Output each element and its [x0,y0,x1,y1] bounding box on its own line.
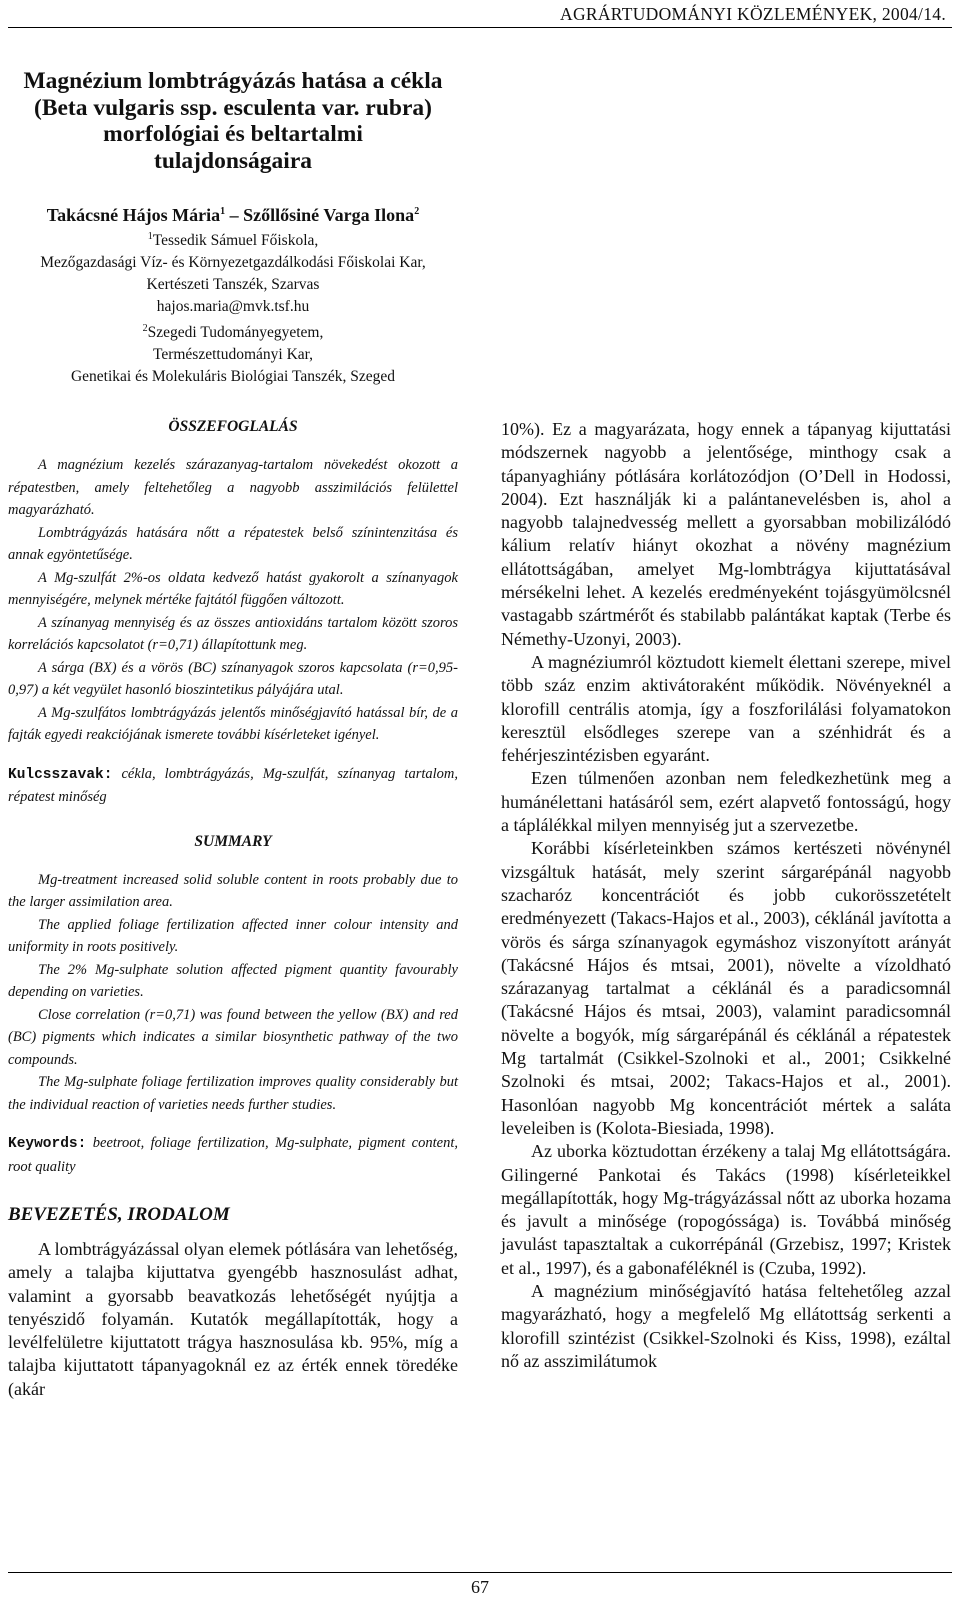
right-column [501,418,951,1373]
abstract-paragraph: A magnézium kezelés szárazanyag-tartalom növekedést okozott a répatestben, amely feltehetőleg a nagyobb asszimilációs felülettel magyarázható. [8,457,458,518]
page-number: 67 [471,1577,489,1597]
body-paragraph: A lombtrágyázással olyan elemek pótlására van lehetőség, amely a talajba kijuttatva gyengébb hasznosulást adhat, valamint a gyorsabb beavatkozás lehetőségét nyújtja a tenyészidő folyamán. Kutatók megállapították, hogy a levélfelületre kijuttatott trágya hasznosulása kb. 95%, míg a talajba kijuttatott tápanyagoknál ez az érték ennek töredéke (akár [8,1239,458,1399]
keywords-label: Keywords: [8,1136,87,1152]
summary-paragraph: Mg-treatment increased solid soluble content in roots probably due to the larger assimilation area. [8,871,458,910]
keywords-text: beetroot, foliage fertilization, Mg-sulphate, pigment content, root quality [8,1135,458,1175]
body-paragraph: Korábbi kísérleteinkben számos kertészeti növénynél vizsgáltuk hatását, mely szerint sárgarépánál nagyobb szacharóz koncentrációt és jobb cukorösszetételt eredményezett (Takacs-Hajos et al., 2003), céklánál javította a vörös és sárga színanyagok egymáshoz viszonyított arányát (Takácsné Hájos és mtsai, 2001), növelte a vízoldható szárazanyag tartalmat a céklánál és a paradicsomnál (Takácsné Hájos és mtsai, 2003), valamint paradicsomnál növelte a bogyók, míg sárgarépánál és céklánál a répatestek Mg tartalmát (Csikkel-Szolnoki et al., 2001; Csikkelné Szolnoki és mtsai, 2002; Takacs-Hajos et al., 2001). Hasonlóan nagyobb Mg koncentrációt mértek a saláta leveleiben is (Kolota-Biesiada, 1998). [501,838,951,1138]
body-paragraph: A magnézium minőségjavító hatása feltehetőleg azzal magyarázható, hogy a megfelelő Mg ellátottság serkenti a klorofill szintézist (Csikkel-Szolnoki és Kiss, 1998), ezáltal nő az asszimilátumok [501,1280,951,1371]
author-email: hajos.maria@mvk.tsf.hu [156,298,310,316]
abstract-paragraph: A sárga (BX) és a vörös (BC) színanyagok szoros kapcsolata (r=0,95-0,97) a két vegyület hasonló bioszintetikus pályájára utal. [8,659,458,698]
affiliation-line: Természettudományi Kar, [152,346,314,364]
abstract-en-heading: SUMMARY [194,832,272,850]
body-paragraph: Az uborka köztudottan érzékeny a talaj Mg ellátottságára. Gilingerné Pankotai és Takács (1998) kísérleteikkel megállapították, hogy Mg-trágyázással nőtt az uborka hozama és javult a minősége (ropogóssága) is. Továbbá minőség javulást tapasztaltak a cukorrépánál (Grzebisz, 1997; Kristek et al., 1997), és a gabonaféléknél is (Czuba, 1992). [501,1141,951,1278]
affiliation-mark: 2 [142,323,148,335]
affiliation-line: Kertészeti Tanszék, Szarvas [146,276,320,294]
keywords-en [8,1132,458,1178]
author-affiliation-mark: 2 [414,206,420,217]
header-rule [8,27,952,28]
summary-paragraph: Close correlation (r=0,71) was found between the yellow (BX) and red (BC) pigments which indicates a similar biosynthetic pathway of the two compounds. [8,1006,458,1068]
affiliation-line: Mezőgazdasági Víz- és Környezetgazdálkodási Főiskolai Kar, [40,254,426,272]
keywords-hu [8,763,458,809]
left-column [8,418,458,1401]
summary-paragraph: The 2% Mg-sulphate solution affected pigment quantity favourably depending on varieties. [8,961,458,1000]
abstract-paragraph: A Mg-szulfát 2%-os oldata kedvező hatást gyakorolt a színanyagok mennyiségére, melynek mértéke fajtától függően változott. [8,569,458,608]
summary-paragraph: The Mg-sulphate foliage fertilization improves quality considerably but the individual reaction of varieties needs further studies. [8,1074,458,1113]
author-list [8,201,458,226]
journal-name: AGRÁRTUDOMÁNYI KÖZLEMÉNYEK, 2004/14. [560,4,946,24]
affiliation-line: Szegedi Tudományegyetem, [147,324,324,342]
affiliation-1 [8,226,458,318]
abstract-paragraph: A színanyag mennyiség és az összes antioxidáns tartalom között szoros korrelációs kapcsolatot (r=0,71) állapítottunk meg. [8,614,458,653]
keywords-label: Kulcsszavak: [8,766,113,783]
affiliation-2 [8,318,458,388]
title-block [8,68,458,388]
body-paragraph: Ezen túlmenően azonban nem feledkezhetünk meg a humánélettani hatásáról sem, ezért alapvető fontosságú, hogy a táplálékkal milyen mennyiség jut a szervezetbe. [501,768,951,836]
affiliation-line: Genetikai és Molekuláris Biológiai Tanszék, Szeged [70,368,396,386]
title-line: Magnézium lombtrágyázás hatása a cékla [23,68,443,94]
paper-title [8,68,458,174]
body-paragraph: A magnéziumról köztudott kiemelt élettani szerepe, mivel több száz enzim aktivátoraként működik. Növényeknél a klorofill centrális atomja, így a foszforilálási folyamatokon keresztül elsődleges szerepe van a szénhidrát és a fehérjeszintézisben egyaránt. [501,651,951,766]
title-line: tulajdonságaira [154,147,312,174]
summary-paragraph: The applied foliage fertilization affected inner colour intensity and uniformity in roots positively. [8,916,458,955]
running-header [0,0,960,30]
author-name: Szőllősiné Varga Ilona [243,205,415,225]
keywords-text: cékla, lombtrágyázás, Mg-szulfát, színanyag tartalom, répatest minőség [8,765,458,805]
affiliation-mark: 1 [147,231,153,242]
title-line: (Beta vulgaris ssp. esculenta var. rubra) [34,94,432,121]
abstract-hu-heading: ÖSSZEFOGLALÁS [168,418,298,435]
title-line: morfológiai és beltartalmi [103,121,363,147]
section-heading: BEVEZETÉS, IRODALOM [8,1204,230,1225]
footer-rule [8,1572,952,1573]
author-name: Takácsné Hájos Mária [46,205,221,225]
author-affiliation-mark: 1 [220,206,226,217]
abstract-paragraph: A Mg-szulfátos lombtrágyázás jelentős minőségjavító hatással bír, de a fajták egyedi reakciójának ismerete további kísérleteket igényel. [8,704,458,743]
abstract-paragraph: Lombtrágyázás hatására nőtt a répatestek belső színintenzitása és annak egyöntetűsége. [8,524,458,563]
affiliation-line: Tessedik Sámuel Főiskola, [152,232,319,250]
body-paragraph: 10%). Ez a magyarázata, hogy ennek a tápanyag kijuttatási módszernek nagyobb a jelentősége, minthogy csak a tápanyaghiány pótlására korlátozódjon (O’Dell in Hodossi, 2004). Ezt használják ki a palántanevelésben is, ahol a nagyobb talajnedvesség mellett a gyorsabban mobilizálódó kálium relatív hiányt okozhat a növény magnézium ellátottságában, amelyet Mg-lombtrágya kijuttatásával mérsékelni lehet. A kezelés eredményeként tojásgyümölcsnél vastagabb szártmérőt és stabilabb palántákat kaptak (Terbe és Némethy-Uzonyi, 2003). [501,419,951,649]
author-separator: – [225,205,244,225]
